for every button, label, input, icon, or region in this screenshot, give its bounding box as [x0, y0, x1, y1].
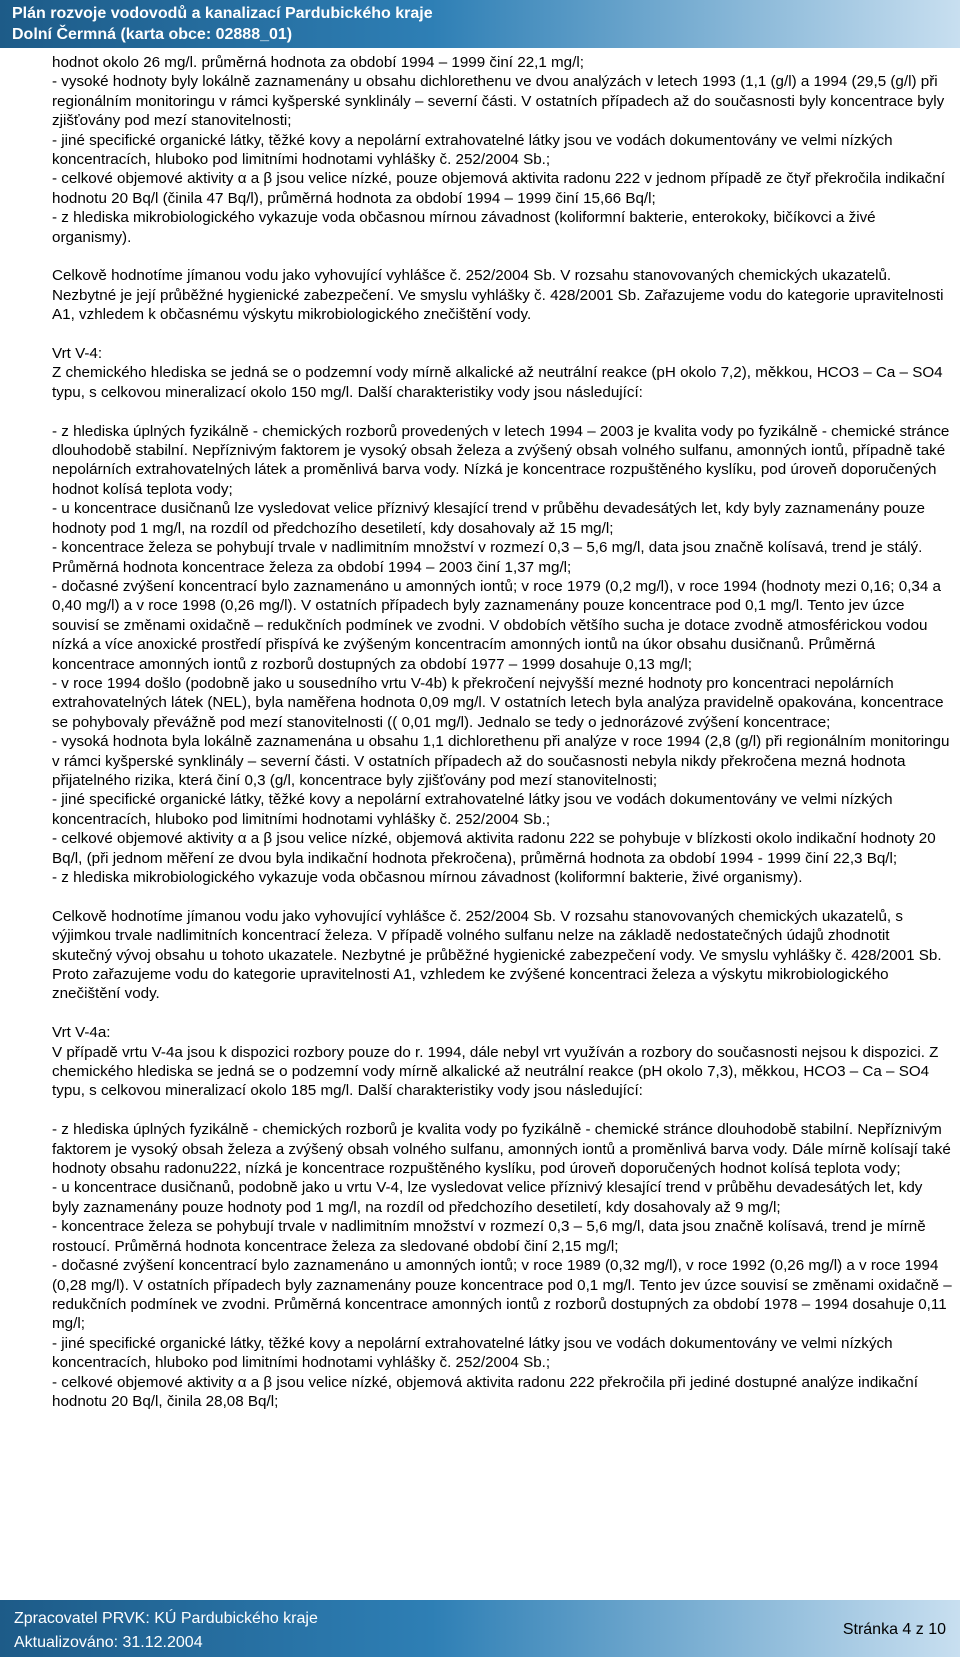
- header-subtitle: Dolní Čermná (karta obce: 02888_01): [12, 26, 293, 43]
- paragraph-gap: [52, 887, 952, 906]
- page-header: [0, 0, 960, 48]
- footer-author: Zpracovatel PRVK: KÚ Pardubického kraje: [14, 1610, 318, 1627]
- paragraph: - z hlediska úplných fyzikálně - chemických rozborů provedených v letech 1994 – 2003 je kvalita vody po fyzikálně - chemické stránce dlouhodobě stabilní. Nepříznivým faktorem je vysoký obsah železa a zvýšený obsah volného sulfanu, amonných iontů, případně také nepolárních extrahovatelných látek a proměnlivá barva vody. Nízká je koncentrace rozpuštěného kyslíku, pod úroveň doporučených hodnot kolísá teplota vody; - u koncentrace dusičnanů lze vysledovat velice příznivý klesající trend v průběhu devadesátých let, kdy byly zaznamenány pouze hodnoty pod 1 mg/l, na rozdíl od předchozího desetiletí, kdy dosahovaly až 15 mg/l; - koncentrace železa se pohybují trvale v nadlimitním množství v rozmezí 0,3 – 5,6 mg/l, data jsou značně kolísavá, trend je stálý. Průměrná hodnota koncentrace železa za období 1994 – 2003 činí 1,37 mg/l; - dočasné zvýšení koncentrací bylo zaznamenáno u amonných iontů; v roce 1979 (0,2 mg/l), v roce 1994 (hodnoty mezi 0,16; 0,34 a 0,40 mg/l) a v roce 1998 (0,26 mg/l). V ostatních případech byly zaznamenány pouze koncentrace pod 0,1 mg/l. Tento jev úzce souvisí se změnami oxidačně – redukčních podmínek ve zvodni. V obdobích většího sucha je dotace zvodně atmosférickou vodou nízká a více anoxické prostředí přispívá ke zvýšeným koncentracím amonných iontů na úkor obsahu dusičnanů. Průměrná koncentrace amonných iontů z rozborů dostupných za období 1977 – 1999 dosahuje 0,13 mg/l; - v roce 1994 došlo (podobně jako u sousedního vrtu V-4b) k překročení nejvyšší mezné hodnoty pro koncentraci nepolárních extrahovatelných látek (NEL), byla naměřena hodnota 0,09 mg/l. V ostatních letech byla analýza pravidelně opakována, koncentrace se pohybovaly převážně pod mezí stanovitelnosti (( 0,01 mg/l). Jednalo se tedy o jednorázové zvýšení koncentrace; - vysoká hodnota byla lokálně zaznamenána u obsahu 1,1 dichlorethenu při analýze v roce 1994 (2,8 (g/l) při regionálním monitoringu v rámci kyšperské synklinály – severní části. V ostatních případech až do současnosti nebyla nikdy překročena mezná hodnota přijatelného rizika, která činí 0,3 (g/l, koncentrace byly zjišťovány pod mezí stanovitelnosti; - jiné specifické organické látky, těžké kovy a nepolární extrahovatelné látky jsou ve vodách dokumentovány ve velmi nízkých koncentracích, hluboko pod limitními hodnotami vyhlášky č. 252/2004 Sb.; - celkové objemové aktivity α a β jsou velice nízké, objemová aktivita radonu 222 se pohybuje v blízkosti okolo indikační hodnoty 20 Bq/l, (při jednom měření ze dvou byla indikační hodnota překročena), průměrná hodnota za období 1994 - 1999 činí 22,3 Bq/l; - z hlediska mikrobiologického vykazuje voda občasnou mírnou závadnost (koliformní bakterie, živé organismy).: [52, 422, 950, 887]
- header-title: Plán rozvoje vodovodů a kanalizací Pardubického kraje: [12, 5, 433, 22]
- section-vrt-v4: Vrt V-4: Z chemického hlediska se jedná se o podzemní vody mírně alkalické až neutrální reakce (pH okolo 7,2), měkkou, HCO3 – Ca – SO4 typu, s celkovou mineralizací okolo 150 mg/l. Další charakteristiky vody jsou následující:: [52, 345, 943, 401]
- paragraph: - z hlediska úplných fyzikálně - chemických rozborů je kvalita vody po fyzikálně - chemické stránce dlouhodobě stabilní. Nepříznivým faktorem je vysoký obsah železa a zvýšený obsah volného sulfanu, amonných iontů a proměnlivá barva vody. Dále mírně kolísají také hodnoty obsahu radonu222, nízká je koncentrace rozpuštěného kyslíku, pod úroveň doporučených hodnot kolísá teplota vody; - u koncentrace dusičnanů, podobně jako u vrtu V-4, lze vysledovat velice příznivý klesající trend v průběhu devadesátých let, kdy byly zaznamenány pouze hodnoty pod 1 mg/l, na rozdíl od předchozího desetiletí, kdy dosahovaly až 9 mg/l; - koncentrace železa se pohybují trvale v nadlimitním množství v rozmezí 0,3 – 5,6 mg/l, data jsou značně kolísavá, trend je mírně rostoucí. Průměrná hodnota koncentrace železa za sledované období činí 2,15 mg/l; - dočasné zvýšení koncentrací bylo zaznamenáno u amonných iontů; v roce 1989 (0,32 mg/l), v roce 1992 (0,26 mg/l) a v roce 1994 (0,28 mg/l). V ostatních případech byly zaznamenány pouze koncentrace pod 0,1 mg/l. Tento jev úzce souvisí se změnami oxidačně – redukčních podmínek ve zvodni. Průměrná koncentrace amonných iontů z rozborů dostupných za období 1978 – 1994 dosahuje 0,11 mg/l; - jiné specifické organické látky, těžké kovy a nepolární extrahovatelné látky jsou ve vodách dokumentovány ve velmi nízkých koncentracích, hluboko pod limitními hodnotami vyhlášky č. 252/2004 Sb.; - celkové objemové aktivity α a β jsou velice nízké, objemová aktivita radonu 222 překročila při jediné dostupné analýze indikační hodnotu 20 Bq/l, činila 28,08 Bq/l;: [52, 1121, 952, 1410]
- paragraph-gap: [52, 402, 952, 421]
- paragraph: Celkově hodnotíme jímanou vodu jako vyhovující vyhlášce č. 252/2004 Sb. V rozsahu stanovovaných chemických ukazatelů. Nezbytné je její průběžné hygienické zabezpečení. Ve smyslu vyhlášky č. 428/2001 Sb. Zařazujeme vodu do kategorie upravitelnosti A1, vzhledem k občasnému výskytu mikrobiologického znečištění vody.: [52, 267, 947, 324]
- document-body: [52, 53, 952, 1411]
- paragraph-gap: [52, 247, 952, 266]
- paragraph: hodnot okolo 26 mg/l. průměrná hodnota za období 1994 – 1999 činí 22,1 mg/l; - vysoké hodnoty byly lokálně zaznamenány u obsahu dichlorethenu ve dvou analýzách v letech 1993 (1,1 (g/l) a 1994 (29,5 (g/l) při regionálním monitoringu v rámci kyšperské synklinály – severní části. V ostatních případech až do současnosti byly koncentrace byly zjišťovány pod mezí stanovitelnosti; - jiné specifické organické látky, těžké kovy a nepolární extrahovatelné látky jsou ve vodách dokumentovány ve velmi nízkých koncentracích, hluboko pod limitními hodnotami vyhlášky č. 252/2004 Sb.; - celkové objemové aktivity α a β jsou velice nízké, pouze objemová aktivita radonu 222 v jednom případě ze čtyř překročila indikační hodnotu 20 Bq/l (činila 47 Bq/l), průměrná hodnota za období 1994 – 1999 činí 15,66 Bq/l; - z hlediska mikrobiologického vykazuje voda občasnou mírnou závadnost (koliformní bakterie, enterokoky, bičíkovci a živé organismy).: [52, 54, 945, 246]
- paragraph-gap: [52, 325, 952, 344]
- paragraph: Celkově hodnotíme jímanou vodu jako vyhovující vyhlášce č. 252/2004 Sb. V rozsahu stanovovaných chemických ukazatelů, s výjimkou trvale nadlimitních koncentrací železa. V případě volného sulfanu nelze na základě nedostatečných údajů zhodnotit skutečný vývoj obsahu u tohoto ukazatele. Nezbytné je průběžné hygienické zabezpečení vody. Ve smyslu vyhlášky č. 428/2001 Sb. Proto zařazujeme vodu do kategorie upravitelnosti A1, vzhledem ke zvýšené koncentraci železa a výskytu mikrobiologického znečištění vody.: [52, 907, 946, 1003]
- page-footer: [0, 1600, 960, 1657]
- paragraph-gap: [52, 1004, 952, 1023]
- paragraph-gap: [52, 1101, 952, 1120]
- section-vrt-v4a: Vrt V-4a: V případě vrtu V-4a jsou k dispozici rozbory pouze do r. 1994, dále nebyl vrt využíván a rozbory do současnosti nejsou k dispozici. Z chemického hlediska se jedná se o podzemní vody mírně alkalické až neutrální reakce (pH okolo 7,3), měkkou, HCO3 – Ca – SO4 typu, s celkovou mineralizací okolo 185 mg/l. Další charakteristiky vody jsou následující:: [52, 1024, 939, 1100]
- page-number: Stránka 4 z 10: [842, 1621, 946, 1638]
- footer-updated: Aktualizováno: 31.12.2004: [14, 1634, 203, 1651]
